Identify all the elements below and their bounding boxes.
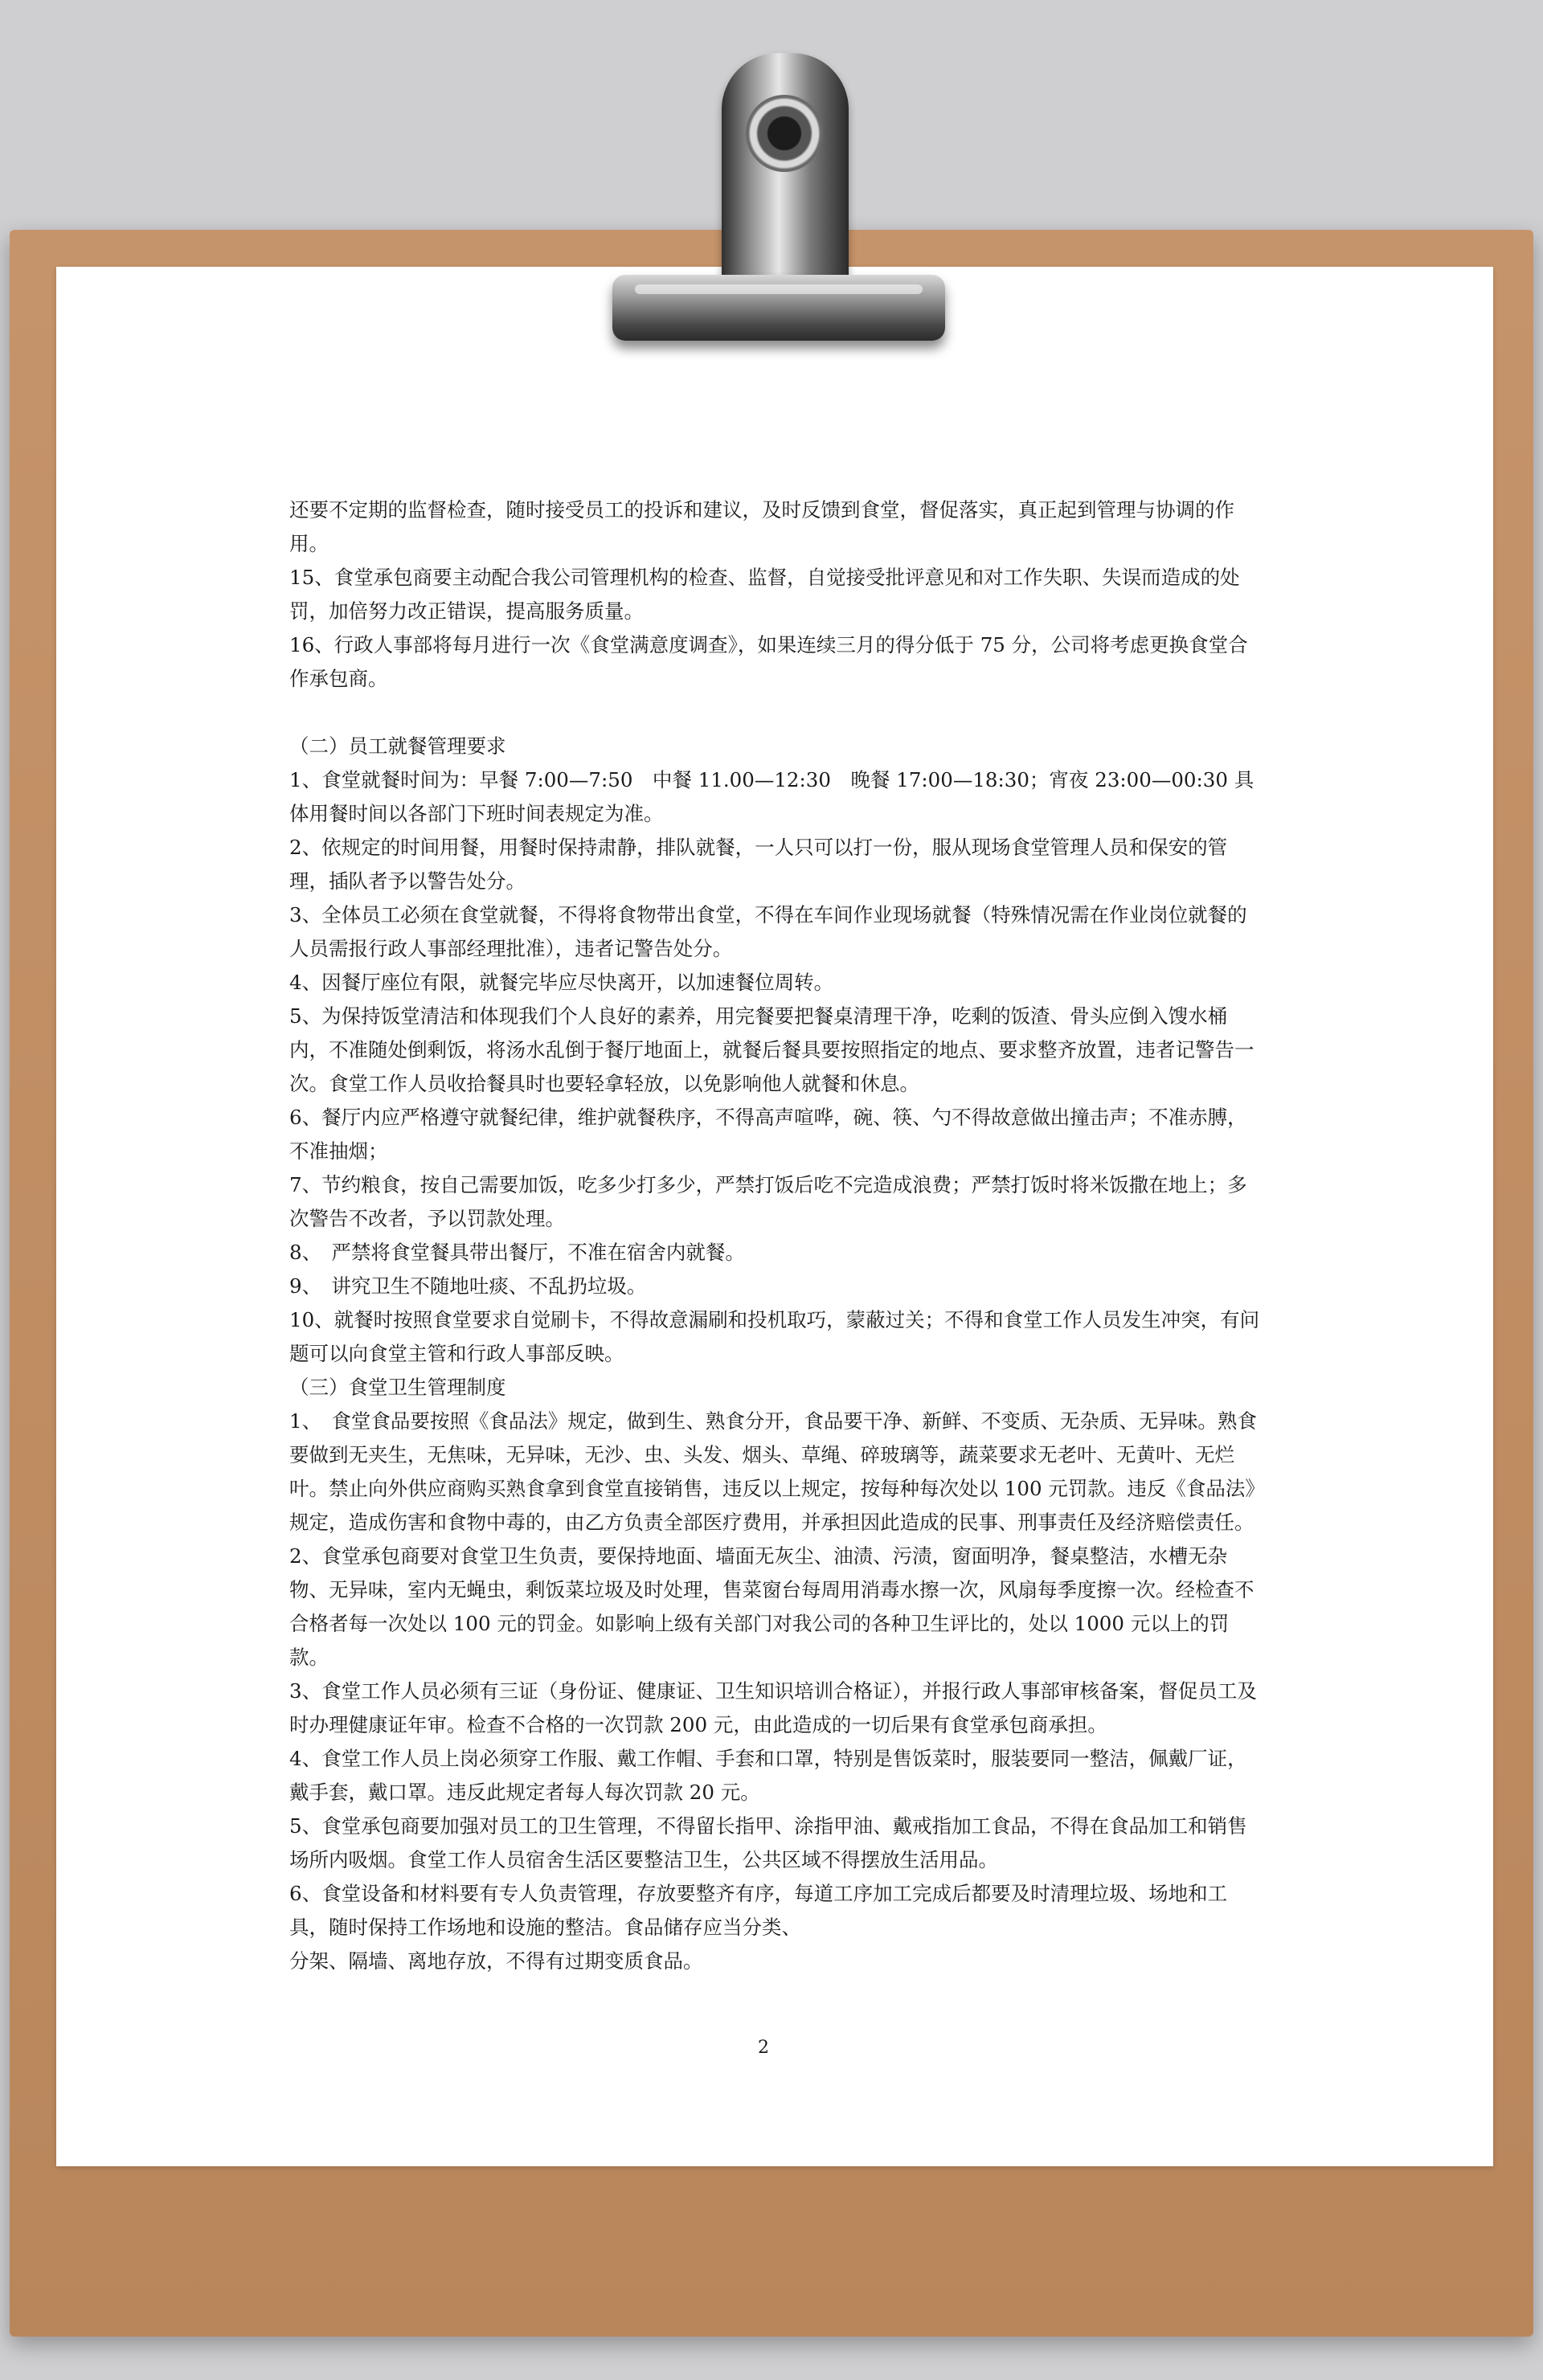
page-number: 2 bbox=[758, 2038, 769, 2058]
binder-clip-spring-icon bbox=[722, 53, 849, 294]
paragraph-dining-10: 10、就餐时按照食堂要求自觉刷卡，不得故意漏刷和投机取巧，蒙蔽过关；不得和食堂工作人员发生冲突，有问题可以向食堂主管和行政人事部反映。 bbox=[289, 1308, 1260, 1365]
paragraph-dining-5: 5、为保持饭堂清洁和体现我们个人良好的素养，用完餐要把餐桌清理干净，吃剩的饭渣、骨头应倒入馊水桶内，不准随处倒剩饭，将汤水乱倒于餐厅地面上，就餐后餐具要按照指定的地点、要求整齐放置，违者记警告一次。食堂工作人员收拾餐具时也要轻拿轻放，以免影响他人就餐和休息。 bbox=[289, 1004, 1254, 1095]
paragraph-hygiene-2: 2、食堂承包商要对食堂卫生负责，要保持地面、墙面无灰尘、油渍、污渍，窗面明净，餐桌整洁，水槽无杂物、无异味，室内无蝇虫，剩饭菜垃圾及时处理，售菜窗台每周用消毒水擦一次，风扇每季度擦一次。经检查不合格者每一次处以 100 元的罚金。如影响上级有关部门对我公司的各种卫生评比的，处以 1000 元以上的罚款。 bbox=[289, 1544, 1254, 1669]
paragraph-hygiene-4: 4、食堂工作人员上岗必须穿工作服、戴工作帽、手套和口罩，特别是售饭菜时，服装要同一整洁，佩戴厂证，戴手套，戴口罩。违反此规定者每人每次罚款 20 元。 bbox=[289, 1747, 1247, 1804]
paragraph-continued-14: 还要不定期的监督检查，随时接受员工的投诉和建议，及时反馈到食堂，督促落实，真正起到管理与协调的作用。 bbox=[289, 498, 1234, 555]
paragraph-dining-2: 2、依规定的时间用餐，用餐时保持肃静，排队就餐，一人只可以打一份，服从现场食堂管理人员和保安的管理，插队者予以警告处分。 bbox=[289, 836, 1228, 893]
paragraph-hygiene-1: 1、 食堂食品要按照《食品法》规定，做到生、熟食分开，食品要干净、新鲜、不变质、无杂质、无异味。熟食要做到无夹生，无焦味，无异味，无沙、虫、头发、烟头、草绳、碎玻璃等，蔬菜要求无老叶、无黄叶、无烂叶。禁止向外供应商购买熟食拿到食堂直接销售，违反以上规定，按每种每次处以 100 元罚款。违反《食品法》规定，造成伤害和食物中毒的，由乙方负责全部医疗费用，并承担因此造成的民事、刑事责任及经济赔偿责任。 bbox=[289, 1409, 1265, 1534]
binder-clip-shine bbox=[635, 284, 923, 294]
document-body bbox=[289, 493, 1265, 1978]
paragraph-dining-4: 4、因餐厅座位有限，就餐完毕应尽快离开，以加速餐位周转。 bbox=[289, 971, 834, 994]
paragraph-dining-1: 1、食堂就餐时间为：早餐 7:00—7:50 中餐 11.00—12:30 晚餐 17:00—18:30；宵夜 23:00—00:30 具体用餐时间以各部门下班时间表规定为准。 bbox=[289, 768, 1254, 825]
paragraph-item-15: 15、食堂承包商要主动配合我公司管理机构的检查、监督，自觉接受批评意见和对工作失职、失误而造成的处罚，加倍努力改正错误，提高服务质量。 bbox=[289, 566, 1240, 623]
section-heading-3: （三）食堂卫生管理制度 bbox=[289, 1376, 506, 1399]
paragraph-hygiene-5: 5、食堂承包商要加强对员工的卫生管理，不得留长指甲、涂指甲油、戴戒指加工食品，不得在食品加工和销售场所内吸烟。食堂工作人员宿舍生活区要整洁卫生，公共区域不得摆放生活用品。 bbox=[289, 1814, 1247, 1871]
paragraph-item-16: 16、行政人事部将每月进行一次《食堂满意度调查》，如果连续三月的得分低于 75 分，公司将考虑更换食堂合作承包商。 bbox=[289, 633, 1248, 690]
paragraph-dining-6: 6、餐厅内应严格遵守就餐纪律，维护就餐秩序，不得高声喧哗，碗、筷、勺不得故意做出撞击声；不准赤膊，不准抽烟； bbox=[289, 1106, 1247, 1163]
paragraph-dining-9: 9、 讲究卫生不随地吐痰、不乱扔垃圾。 bbox=[289, 1274, 647, 1298]
section-heading-2: （二）员工就餐管理要求 bbox=[289, 734, 506, 758]
paragraph-hygiene-6-continued: 分架、隔墙、离地存放，不得有过期变质食品。 bbox=[289, 1949, 703, 1973]
paragraph-hygiene-6: 6、食堂设备和材料要有专人负责管理，存放要整齐有序，每道工序加工完成后都要及时清理垃圾、场地和工具，随时保持工作场地和设施的整洁。食品储存应当分类、 bbox=[289, 1882, 1228, 1939]
paragraph-hygiene-3: 3、食堂工作人员必须有三证（身份证、健康证、卫生知识培训合格证），并报行政人事部审核备案，督促员工及时办理健康证年审。检查不合格的一次罚款 200 元，由此造成的一切后果有食堂承包商承担。 bbox=[289, 1679, 1257, 1736]
binder-clip-hole-icon bbox=[746, 95, 823, 172]
paragraph-dining-8: 8、 严禁将食堂餐具带出餐厅，不准在宿舍内就餐。 bbox=[289, 1241, 745, 1264]
paragraph-dining-3: 3、全体员工必须在食堂就餐，不得将食物带出食堂，不得在车间作业现场就餐（特殊情况需在作业岗位就餐的人员需报行政人事部经理批准），违者记警告处分。 bbox=[289, 903, 1247, 960]
paragraph-dining-7: 7、节约粮食，按自己需要加饭，吃多少打多少，严禁打饭后吃不完造成浪费；严禁打饭时将米饭撒在地上；多次警告不改者，予以罚款处理。 bbox=[289, 1173, 1247, 1230]
